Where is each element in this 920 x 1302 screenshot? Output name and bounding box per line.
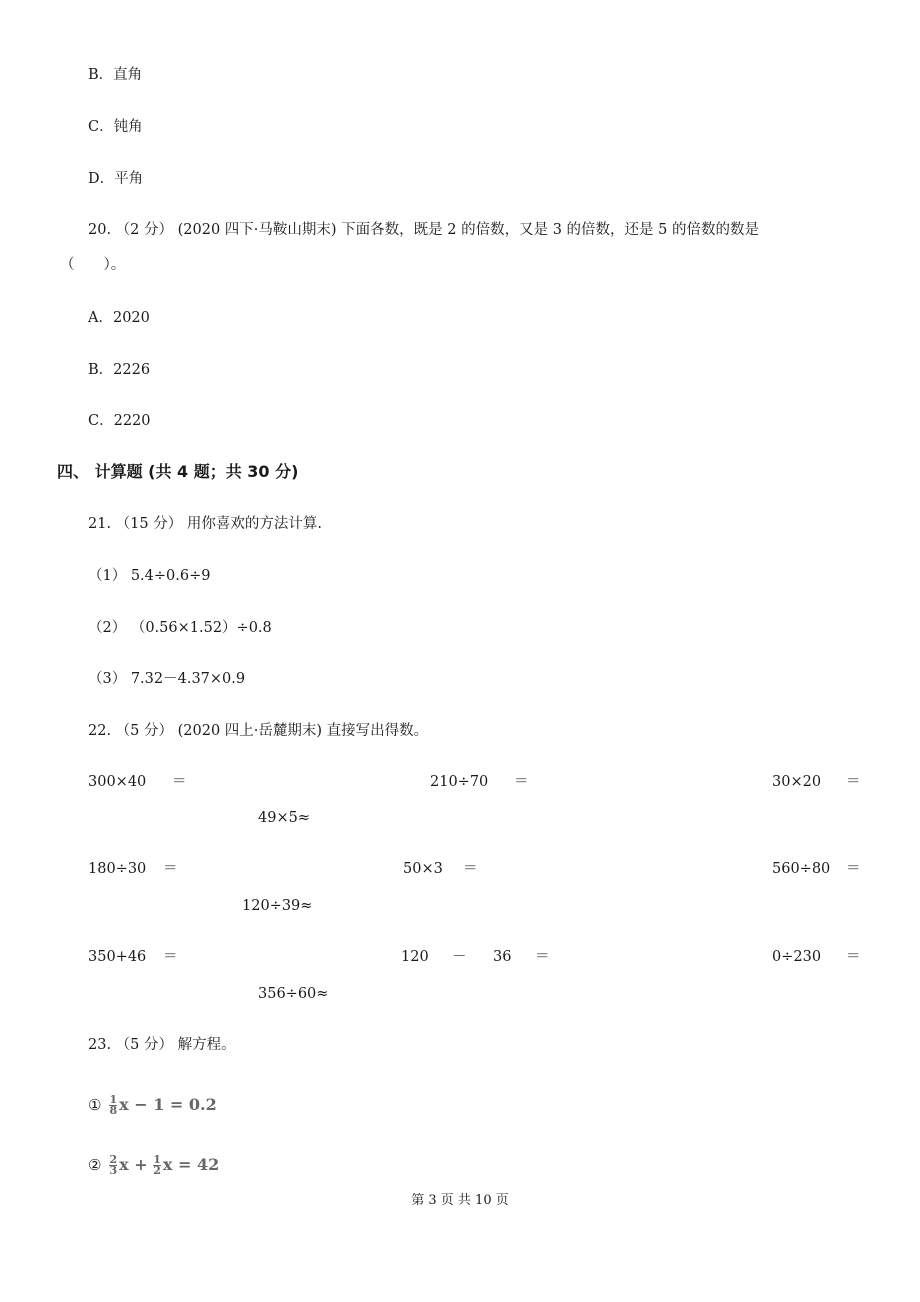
q22-r2-c-eq: ＝ (846, 861, 861, 877)
q23-marker-1: ① (88, 1096, 102, 1114)
q22-stem: 22. （5 分） (2020 四上·岳麓期末) 直接写出得数。 (88, 723, 429, 739)
equation-2-math (109, 1153, 220, 1177)
frac-2a-den: 3 (109, 1164, 118, 1177)
frac-2a-num: 2 (109, 1153, 118, 1166)
equation-1-fraction (109, 1095, 117, 1116)
q22-r3-b-eq: ＝ (535, 949, 550, 965)
frac-2b-num: 1 (153, 1153, 161, 1166)
equation-2-mid: x + (119, 1155, 154, 1174)
q20-option-b: B．2226 (88, 362, 151, 378)
q21-part-2: （2） （0.56×1.52）÷0.8 (88, 620, 272, 636)
q19-option-d: D．平角 (88, 171, 144, 187)
q19-option-c: C．钝角 (88, 119, 143, 135)
q20-option-a: A．2020 (88, 310, 150, 326)
q22-r3-a: 350+46 (88, 949, 147, 965)
q22-r2-b: 50×3 (403, 861, 443, 877)
q20-stem-line2: （ ）。 (60, 257, 126, 273)
q23-equation-2 (88, 1150, 219, 1181)
q22-r1-b-eq: ＝ (514, 774, 529, 790)
equation-1-math (109, 1093, 217, 1117)
q23-stem: 23. （5 分） 解方程。 (88, 1037, 236, 1053)
q22-r3-b1: 120 (401, 949, 429, 965)
frac-2b-den: 2 (153, 1164, 161, 1177)
q22-r1-a: 300×40 (88, 774, 147, 790)
q22-r3-c: 0÷230 (772, 949, 822, 965)
q21-stem: 21. （15 分） 用你喜欢的方法计算. (88, 516, 322, 532)
q22-r1-c: 30×20 (772, 774, 822, 790)
page-footer: 第 3 页 共 10 页 (411, 1193, 509, 1208)
q22-r2-c: 560÷80 (772, 861, 831, 877)
equation-2-rest: x = 42 (162, 1155, 220, 1174)
frac-1-den: 8 (109, 1104, 118, 1117)
equation-2-fraction-a (109, 1155, 117, 1176)
q22-r1-a-eq: ＝ (172, 774, 187, 790)
q22-r1-d: 49×5≈ (258, 810, 310, 826)
q21-part-3: （3） 7.32－4.37×0.9 (88, 671, 246, 687)
q23-marker-2: ② (88, 1156, 102, 1174)
q22-r1-c-eq: ＝ (846, 774, 861, 790)
q22-r2-b-eq: ＝ (463, 861, 478, 877)
q22-r3-b3: 36 (493, 949, 512, 965)
q22-r2-a: 180÷30 (88, 861, 147, 877)
q22-r1-b: 210÷70 (430, 774, 489, 790)
q20-stem-line1: 20. （2 分） (2020 四下·马鞍山期末) 下面各数，既是 2 的倍数，又是 3 的倍数，还是 5 的倍数的数是 (88, 222, 759, 238)
q23-equation-1 (88, 1090, 217, 1121)
q22-r3-d: 356÷60≈ (258, 986, 329, 1002)
q22-r3-b2: － (452, 949, 467, 965)
q22-r2-a-eq: ＝ (163, 861, 178, 877)
q20-option-c: C．2220 (88, 413, 151, 429)
section-4-heading: 四、 计算题 (共 4 题；共 30 分) (57, 462, 299, 481)
q19-option-b: B．直角 (88, 67, 143, 83)
q22-r3-a-eq: ＝ (163, 949, 178, 965)
q22-r3-c-eq: ＝ (846, 949, 861, 965)
q21-part-1: （1） 5.4÷0.6÷9 (88, 568, 211, 584)
equation-1-rest: x − 1 = 0.2 (119, 1095, 217, 1114)
equation-2-fraction-b (153, 1155, 161, 1176)
q22-r2-d: 120÷39≈ (242, 898, 313, 914)
frac-1-num: 1 (109, 1093, 118, 1106)
